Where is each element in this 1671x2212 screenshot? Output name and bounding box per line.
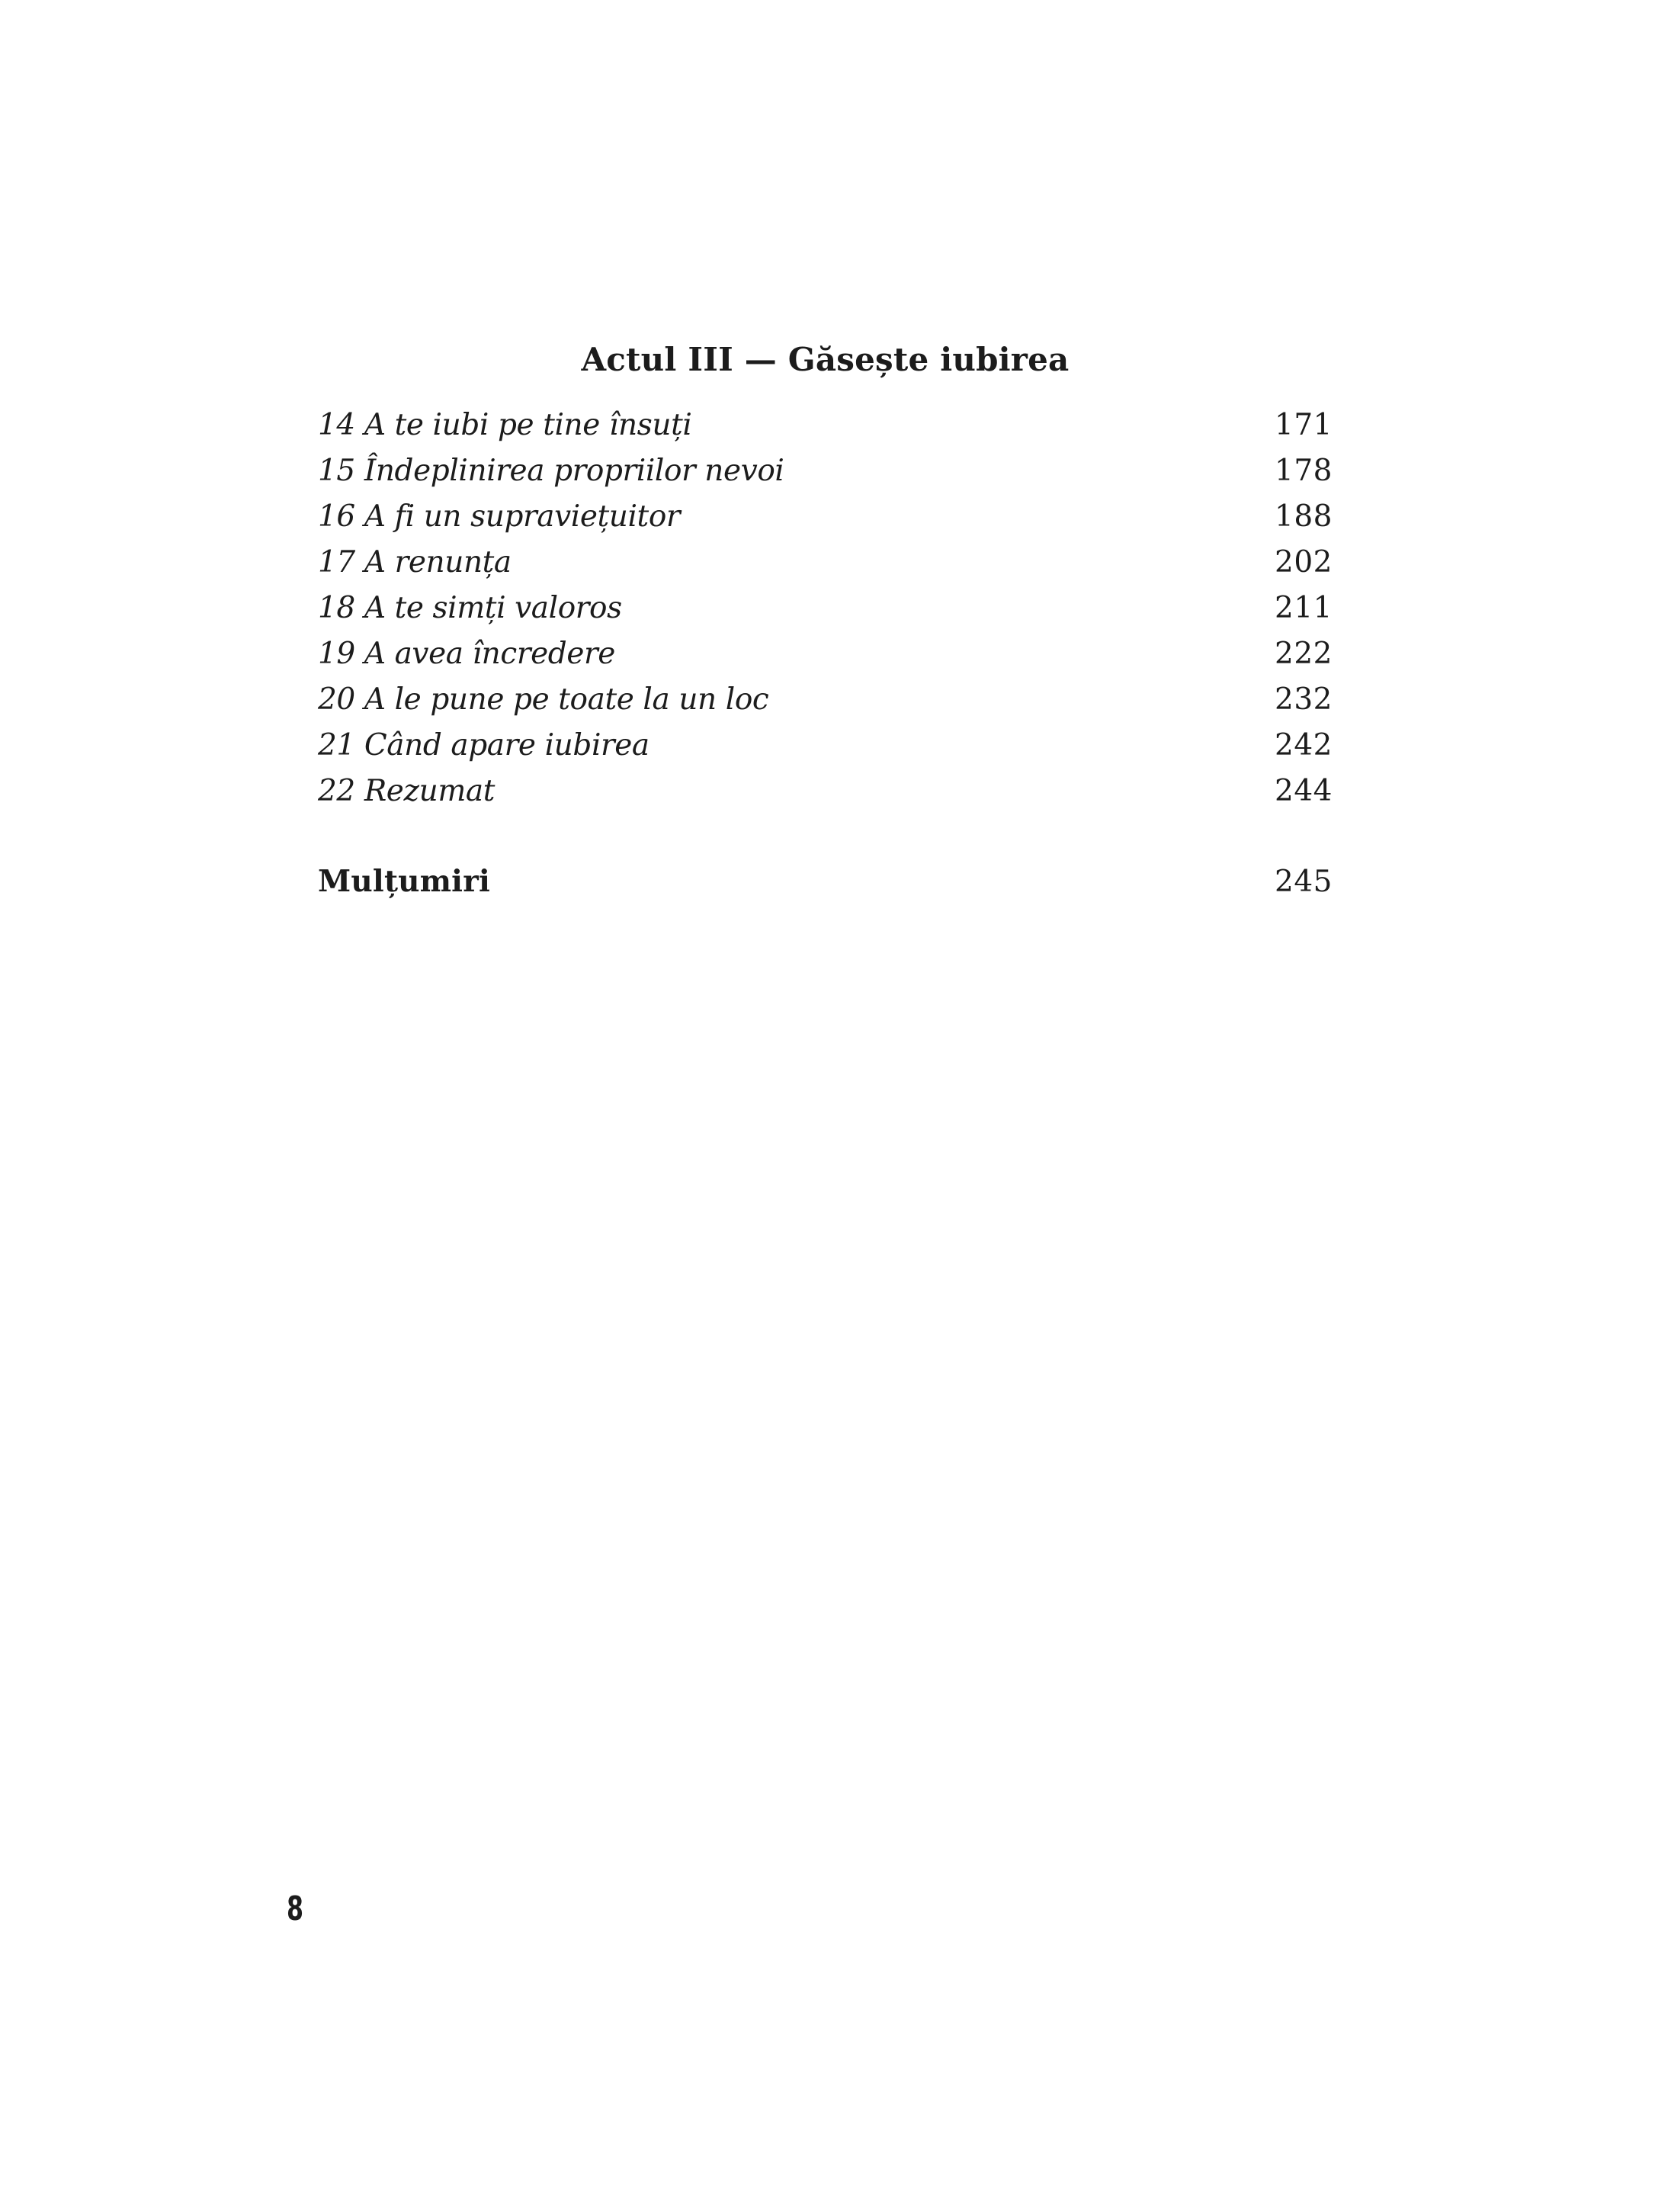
toc-entry (318, 540, 1333, 586)
toc-entry (318, 769, 1333, 814)
toc-entry-label: 22 Rezumat (318, 774, 496, 808)
toc-list (318, 403, 1333, 814)
toc-entry-label: 15 Îndeplinirea propriilor nevoi (318, 454, 784, 488)
toc-entry (318, 448, 1333, 494)
toc-entry-page-number: 242 (1275, 728, 1333, 762)
toc-entry-page-number: 171 (1275, 408, 1333, 442)
toc-entry (318, 631, 1333, 677)
toc-entry-label: 18 A te simți valoros (318, 591, 622, 625)
toc-entry-page-number: 211 (1275, 591, 1333, 625)
toc-entry (318, 403, 1333, 448)
toc-entry-page-number: 244 (1275, 774, 1333, 808)
toc-entry (318, 723, 1333, 769)
toc-entry-label: 16 A fi un supraviețuitor (318, 499, 681, 534)
toc-entry-page-number: 202 (1275, 545, 1333, 579)
toc-entry-page-number: 178 (1275, 454, 1333, 488)
section-title: Actul III — Găsește iubirea (581, 341, 1070, 378)
toc-entry-label: 17 A renunța (318, 545, 512, 579)
toc-entry-page-number: 222 (1275, 637, 1333, 671)
page-number-folio: 8 (287, 1889, 304, 1928)
acknowledgments-page-number: 245 (1275, 865, 1333, 899)
toc-entry-label: 19 A avea încredere (318, 637, 615, 671)
toc-entry (318, 494, 1333, 540)
toc-entry-page-number: 232 (1275, 682, 1333, 717)
toc-entry-acknowledgments (318, 859, 1333, 904)
acknowledgments-label: Mulțumiri (318, 864, 490, 899)
toc-entry-label: 14 A te iubi pe tine însuți (318, 408, 692, 442)
toc-entry-page-number: 188 (1275, 499, 1333, 534)
toc-entry (318, 677, 1333, 723)
toc-entry-label: 20 A le pune pe toate la un loc (318, 682, 769, 717)
toc-entry-label: 21 Când apare iubirea (318, 728, 649, 762)
toc-entry (318, 586, 1333, 631)
